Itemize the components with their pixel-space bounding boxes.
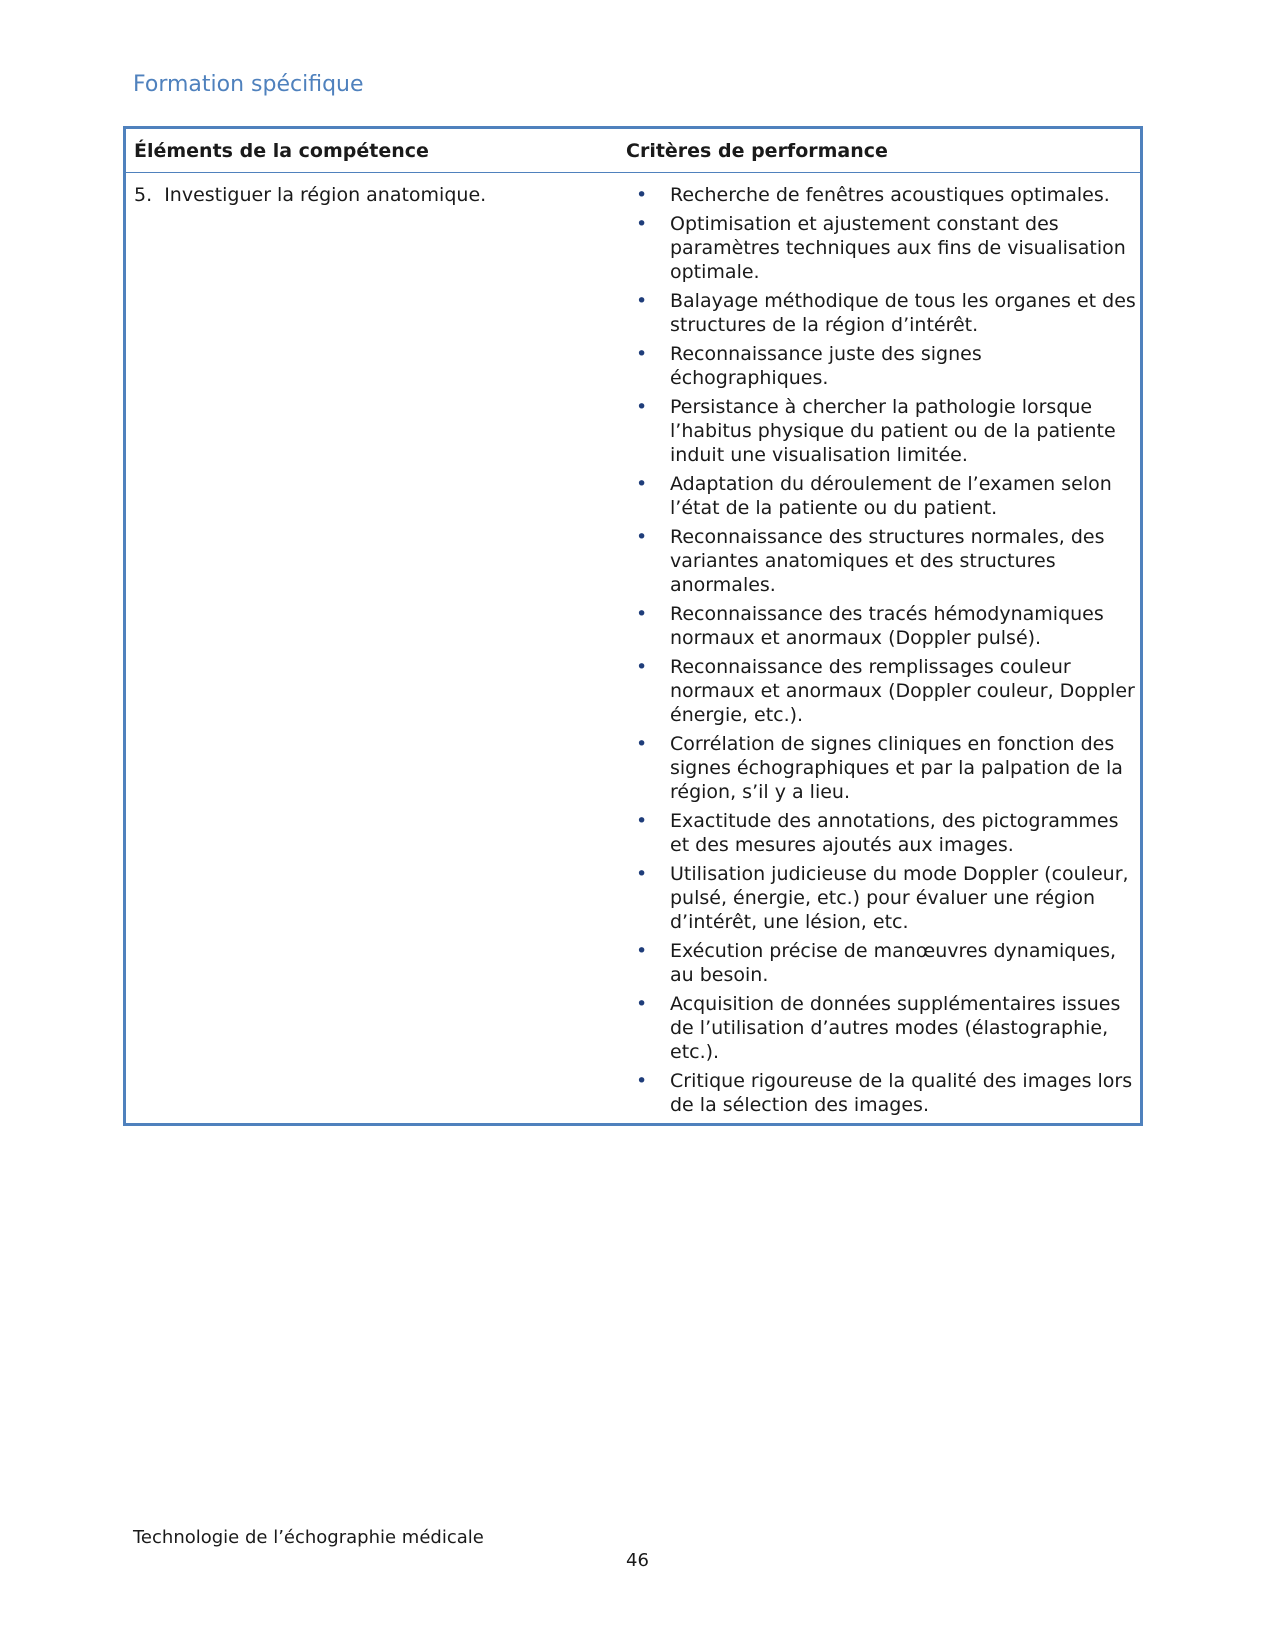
bullet-icon: • — [636, 526, 648, 548]
criteria-text: Reconnaissance juste des signes échographiques. — [670, 343, 982, 389]
bullet-icon: • — [636, 940, 648, 962]
criteria-item — [626, 992, 1140, 1064]
criteria-column-header: Critères de performance — [626, 140, 888, 162]
bullet-icon: • — [636, 184, 648, 206]
criteria-item — [626, 395, 1140, 467]
page-number: 46 — [626, 1550, 649, 1571]
criteria-text: Critique rigoureuse de la qualité des images lors de la sélection des images. — [670, 1070, 1133, 1116]
bullet-icon: • — [636, 396, 648, 418]
criteria-text: Reconnaissance des remplissages couleur normaux et anormaux (Doppler couleur, Doppler énergie, etc.). — [670, 656, 1135, 726]
bullet-icon: • — [636, 603, 648, 625]
criteria-item — [626, 212, 1140, 284]
criteria-item — [626, 183, 1140, 207]
criteria-item — [626, 289, 1140, 337]
criteria-text: Corrélation de signes cliniques en fonction des signes échographiques et par la palpation de la région, s’il y a lieu. — [670, 733, 1123, 803]
bullet-icon: • — [636, 290, 648, 312]
criteria-text: Exécution précise de manœuvres dynamiques, au besoin. — [670, 940, 1117, 986]
criteria-text: Adaptation du déroulement de l’examen selon l’état de la patiente ou du patient. — [670, 473, 1112, 519]
bullet-icon: • — [636, 863, 648, 885]
criteria-text: Reconnaissance des structures normales, des variantes anatomiques et des structures anormales. — [670, 526, 1105, 596]
criteria-item — [626, 342, 1140, 390]
bullet-icon: • — [636, 733, 648, 755]
elements-column-header: Éléments de la compétence — [134, 140, 429, 162]
criteria-item — [626, 1069, 1140, 1117]
table-body-row — [126, 173, 1140, 1123]
page-title: Formation spécifique — [133, 72, 364, 97]
bullet-icon: • — [636, 343, 648, 365]
criteria-item — [626, 472, 1140, 520]
criteria-item — [626, 809, 1140, 857]
criteria-item — [626, 525, 1140, 597]
criteria-item — [626, 939, 1140, 987]
criteria-text: Utilisation judicieuse du mode Doppler (couleur, pulsé, énergie, etc.) pour évaluer une région d’intérêt, une lésion, etc. — [670, 863, 1129, 933]
criteria-text: Optimisation et ajustement constant des paramètres techniques aux fins de visualisation optimale. — [670, 213, 1126, 283]
bullet-icon: • — [636, 656, 648, 678]
bullet-icon: • — [636, 1070, 648, 1092]
competence-element: 5. Investiguer la région anatomique. — [134, 184, 487, 206]
elements-cell — [126, 183, 626, 1117]
criteria-text: Recherche de fenêtres acoustiques optimales. — [670, 184, 1110, 206]
criteria-text: Reconnaissance des tracés hémodynamiques normaux et anormaux (Doppler pulsé). — [670, 603, 1104, 649]
bullet-icon: • — [636, 993, 648, 1015]
bullet-icon: • — [636, 473, 648, 495]
criteria-text: Acquisition de données supplémentaires issues de l’utilisation d’autres modes (élastographie, etc.). — [670, 993, 1121, 1063]
footer-document-title: Technologie de l’échographie médicale — [133, 1527, 484, 1548]
criteria-item — [626, 602, 1140, 650]
criteria-text: Balayage méthodique de tous les organes et des structures de la région d’intérêt. — [670, 290, 1136, 336]
bullet-icon: • — [636, 810, 648, 832]
criteria-list — [626, 183, 1140, 1117]
criteria-cell — [626, 183, 1140, 1117]
criteria-text: Exactitude des annotations, des pictogrammes et des mesures ajoutés aux images. — [670, 810, 1119, 856]
bullet-icon: • — [636, 213, 648, 235]
criteria-item — [626, 862, 1140, 934]
table-header-row — [126, 129, 1140, 173]
criteria-item — [626, 732, 1140, 804]
criteria-text: Persistance à chercher la pathologie lorsque l’habitus physique du patient ou de la patiente induit une visualisation limitée. — [670, 396, 1116, 466]
competence-table — [123, 126, 1143, 1126]
criteria-item — [626, 655, 1140, 727]
